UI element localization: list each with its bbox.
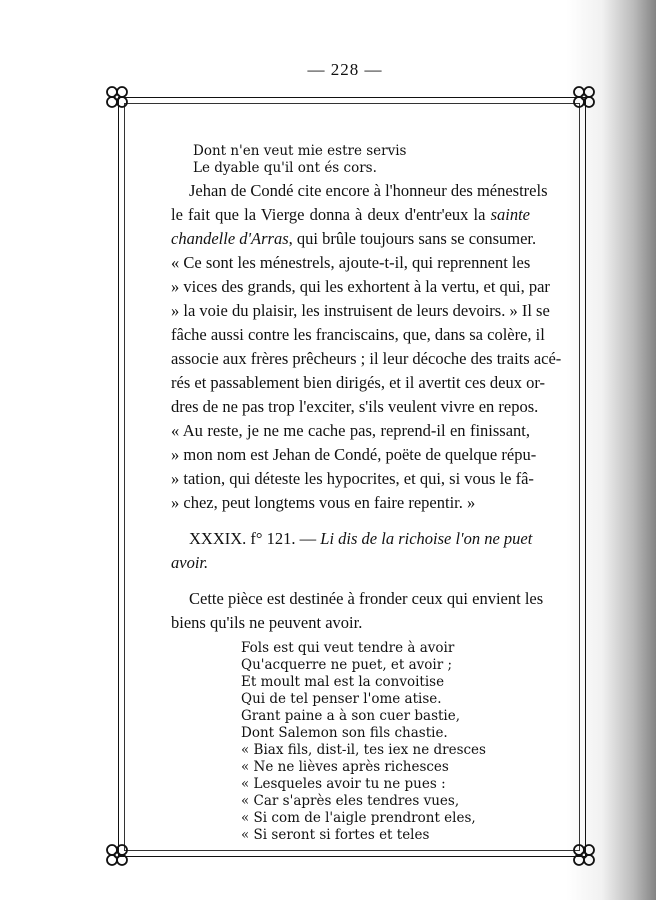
paragraph-line: » chez, peut longtems vous en faire repentir. » (171, 493, 476, 512)
verse-line: « Biax fils, dist-il, tes iex ne dresces (241, 742, 486, 758)
verse-line: Fols est qui veut tendre à avoir (241, 640, 455, 656)
paragraph-line: Cette pièce est destinée à fronder ceux qui envient les (189, 589, 544, 608)
opening-verse-line: Le dyable qu'il ont és cors. (193, 160, 377, 176)
paragraph-line: le fait que la Vierge donna à deux d'entr'eux la sainte (171, 205, 530, 224)
paragraph-line: rés et passablement bien dirigés, et il avertit ces deux or- (171, 373, 545, 392)
paragraph-line: associe aux frères prêcheurs ; il leur décoche des traits acé- (171, 349, 562, 368)
corner-ornament-icon (104, 842, 130, 868)
section-title: Li dis de la richoise l'on ne puet (320, 529, 533, 548)
page-number: — 228 — (307, 60, 383, 79)
paragraph-line: » vices des grands, qui les exhortent à la vertu, et qui, par (171, 277, 550, 296)
verse-line: « Lesqueles avoir tu ne pues : (241, 776, 446, 792)
paragraph-line: Jehan de Condé cite encore à l'honneur des ménestrels (189, 181, 548, 200)
verse-line: « Si com de l'aigle prendront eles, (241, 810, 476, 826)
paragraph-line: » mon nom est Jehan de Condé, poëte de quelque répu- (171, 445, 537, 464)
verse-line: Qui de tel penser l'ome atise. (241, 691, 442, 707)
section-heading (189, 527, 533, 551)
verse-line: « Si seront si fortes et teles (241, 827, 430, 843)
section-title-continued: avoir. (171, 553, 209, 572)
verse-line: « Ne ne lièves après richesces (241, 759, 449, 775)
section-number: XXXIX. f° 121. — (189, 529, 321, 548)
corner-ornament-icon (571, 842, 597, 868)
paragraph-line: biens qu'ils ne peuvent avoir. (171, 613, 363, 632)
paragraph-line: dres de ne pas trop l'exciter, s'ils veulent vivre en repos. (171, 397, 539, 416)
paragraph-line: « Ce sont les ménestrels, ajoute-t-il, qui reprennent les (171, 253, 531, 272)
verse-line: Et moult mal est la convoitise (241, 674, 445, 690)
paragraph-line: » la voie du plaisir, les instruisent de leurs devoirs. » Il se (171, 301, 550, 320)
corner-ornament-icon (104, 84, 130, 110)
paragraph-line: » tation, qui déteste les hypocrites, et qui, si vous le fâ- (171, 469, 534, 488)
verse-line: « Car s'après eles tendres vues, (241, 793, 460, 809)
verse-line: Grant paine a à son cuer bastie, (241, 708, 461, 724)
verse-line: Qu'acquerre ne puet, et avoir ; (241, 657, 453, 673)
paragraph-line: « Au reste, je ne me cache pas, reprend-il en finissant, (171, 421, 530, 440)
corner-ornament-icon (571, 84, 597, 110)
paragraph-line: chandelle d'Arras, qui brûle toujours sans se consumer. (171, 229, 537, 248)
paragraph-line: fâche aussi contre les franciscains, que, dans sa colère, il (171, 325, 545, 344)
verse-line: Dont Salemon son fils chastie. (241, 725, 448, 741)
opening-verse-line: Dont n'en veut mie estre servis (193, 143, 407, 159)
